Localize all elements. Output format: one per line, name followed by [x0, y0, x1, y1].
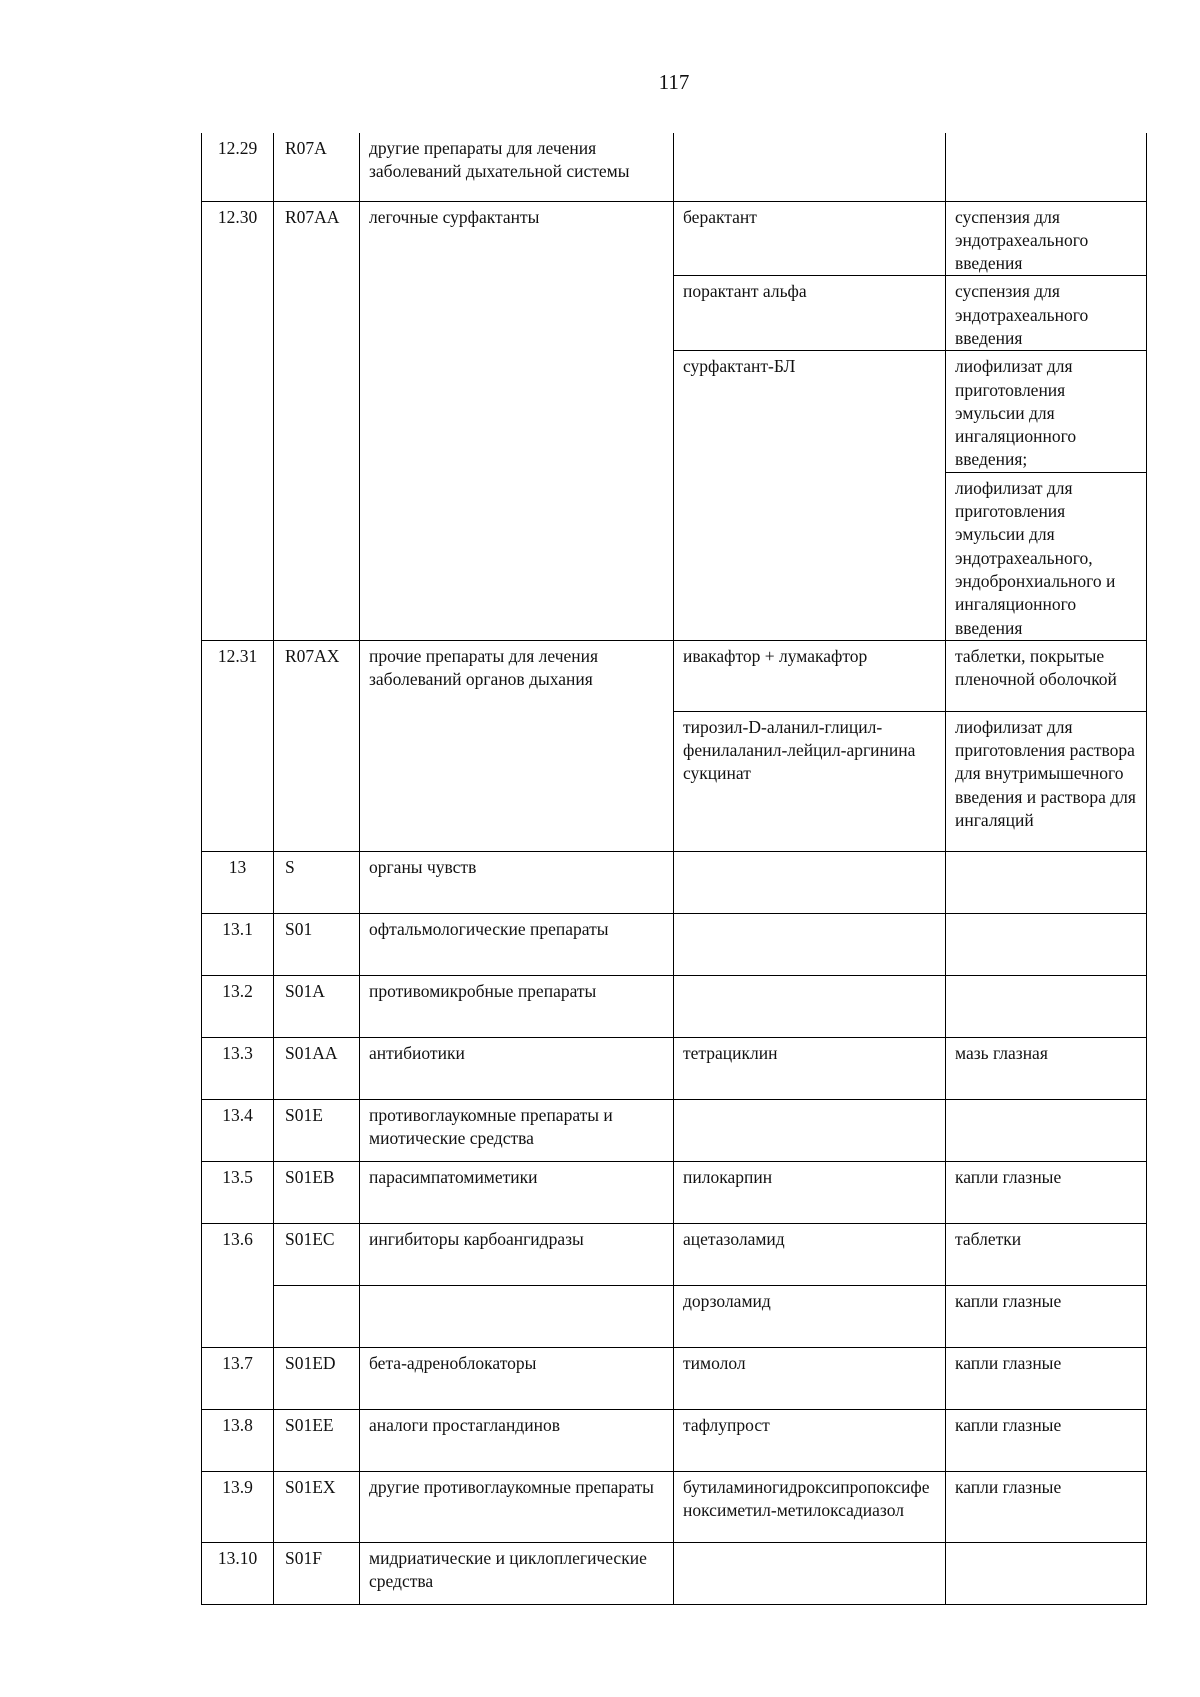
atc-code: S01EB	[274, 1161, 360, 1223]
group-name: противомикробные препараты	[360, 975, 674, 1037]
drug-name: тафлупрост	[674, 1409, 946, 1471]
dosage-form	[946, 1099, 1147, 1161]
dosage-form	[946, 975, 1147, 1037]
table-row	[202, 1471, 1147, 1542]
dosage-form: капли глазные	[946, 1347, 1147, 1409]
table-row	[202, 975, 1147, 1037]
atc-code: S01A	[274, 975, 360, 1037]
table-row	[202, 133, 1147, 201]
row-number: 13.10	[202, 1542, 274, 1604]
row-number: 13.6	[202, 1223, 274, 1347]
group-name: антибиотики	[360, 1037, 674, 1099]
atc-code: R07A	[274, 133, 360, 201]
drug-name: берактант	[674, 201, 946, 276]
row-number: 13.2	[202, 975, 274, 1037]
row-number: 13.4	[202, 1099, 274, 1161]
row-number: 13.1	[202, 913, 274, 975]
dosage-form	[946, 1542, 1147, 1604]
group-name: легочные сурфактанты	[360, 201, 674, 640]
table-row	[202, 851, 1147, 913]
atc-code: S01ED	[274, 1347, 360, 1409]
group-name: аналоги простагландинов	[360, 1409, 674, 1471]
row-number: 12.30	[202, 201, 274, 640]
atc-code: S01	[274, 913, 360, 975]
group-name: мидриатические и циклоплегические средства	[360, 1542, 674, 1604]
drug-name: тимолол	[674, 1347, 946, 1409]
dosage-form	[946, 913, 1147, 975]
row-number: 13.8	[202, 1409, 274, 1471]
table-row	[202, 1223, 1147, 1285]
group-name: противоглаукомные препараты и миотические средства	[360, 1099, 674, 1161]
dosage-form: таблетки	[946, 1223, 1147, 1285]
table-row	[202, 1037, 1147, 1099]
atc-code: S01EX	[274, 1471, 360, 1542]
group-name: другие противоглаукомные препараты	[360, 1471, 674, 1542]
table-row	[202, 1285, 1147, 1347]
dosage-form: капли глазные	[946, 1285, 1147, 1347]
atc-code: S	[274, 851, 360, 913]
dosage-form: суспензия для эндотрахеального введения	[946, 201, 1147, 276]
table-row	[202, 1409, 1147, 1471]
drug-name: ацетазоламид	[674, 1223, 946, 1285]
atc-code: S01F	[274, 1542, 360, 1604]
table-row	[202, 1347, 1147, 1409]
atc-code: S01EC	[274, 1223, 360, 1285]
group-name: другие препараты для лечения заболеваний дыхательной системы	[360, 133, 674, 201]
row-number: 13.9	[202, 1471, 274, 1542]
atc-code: S01E	[274, 1099, 360, 1161]
drug-name: тирозил-D-аланил-глицил-фенилаланил-лейцил-аргинина сукцинат	[674, 711, 946, 851]
dosage-form: капли глазные	[946, 1161, 1147, 1223]
table-row	[202, 1542, 1147, 1604]
row-number: 13	[202, 851, 274, 913]
drug-name: пилокарпин	[674, 1161, 946, 1223]
drug-name: дорзоламид	[674, 1285, 946, 1347]
dosage-form: лиофилизат для приготовления раствора для внутримышечного введения и раствора для ингаляций	[946, 711, 1147, 851]
drug-name: порактант альфа	[674, 276, 946, 351]
dosage-form	[946, 133, 1147, 201]
drug-name	[674, 133, 946, 201]
drug-name	[674, 913, 946, 975]
atc-code: R07AX	[274, 640, 360, 851]
table-row	[202, 913, 1147, 975]
row-number: 12.31	[202, 640, 274, 851]
drug-name: бутиламиногидроксипропоксифеноксиметил-метилоксадиазол	[674, 1471, 946, 1542]
drug-name	[674, 1542, 946, 1604]
drug-name	[674, 1099, 946, 1161]
group-name: прочие препараты для лечения заболеваний органов дыхания	[360, 640, 674, 851]
dosage-form	[946, 851, 1147, 913]
dosage-form: таблетки, покрытые пленочной оболочкой	[946, 640, 1147, 711]
table-row	[202, 640, 1147, 711]
atc-code: S01EE	[274, 1409, 360, 1471]
drug-name	[674, 851, 946, 913]
dosage-form: капли глазные	[946, 1471, 1147, 1542]
drug-name: ивакафтор + лумакафтор	[674, 640, 946, 711]
atc-code: S01AA	[274, 1037, 360, 1099]
row-number: 13.5	[202, 1161, 274, 1223]
drug-name: сурфактант-БЛ	[674, 351, 946, 641]
page-number: 117	[658, 70, 690, 94]
group-name: парасимпатомиметики	[360, 1161, 674, 1223]
row-number: 13.7	[202, 1347, 274, 1409]
row-number: 13.3	[202, 1037, 274, 1099]
dosage-form: капли глазные	[946, 1409, 1147, 1471]
atc-code	[274, 1285, 360, 1347]
table-row	[202, 1161, 1147, 1223]
group-name	[360, 1285, 674, 1347]
group-name: ингибиторы карбоангидразы	[360, 1223, 674, 1285]
drug-name: тетрациклин	[674, 1037, 946, 1099]
dosage-form: лиофилизат для приготовления эмульсии для ингаляционного введения;	[946, 351, 1147, 472]
dosage-form: лиофилизат для приготовления эмульсии для эндотрахеального, эндобронхиального и ингаляционного введения	[946, 472, 1147, 640]
table-row	[202, 201, 1147, 276]
table-row	[202, 1099, 1147, 1161]
dosage-form: суспензия для эндотрахеального введения	[946, 276, 1147, 351]
dosage-form: мазь глазная	[946, 1037, 1147, 1099]
atc-code: R07AA	[274, 201, 360, 640]
row-number: 12.29	[202, 133, 274, 201]
group-name: бета-адреноблокаторы	[360, 1347, 674, 1409]
group-name: органы чувств	[360, 851, 674, 913]
drug-table	[201, 133, 1147, 1605]
drug-name	[674, 975, 946, 1037]
group-name: офтальмологические препараты	[360, 913, 674, 975]
